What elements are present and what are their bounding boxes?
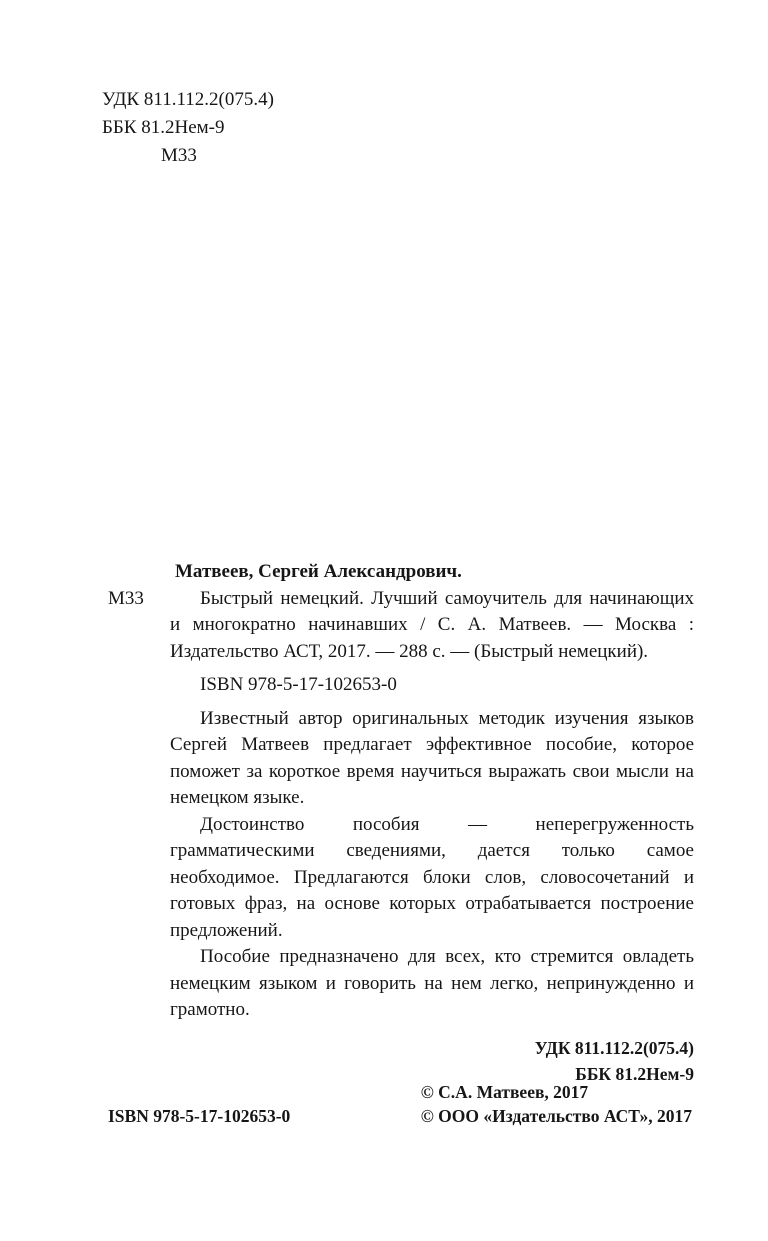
bibliographic-entry: Быстрый немецкий. Лучший самоучитель для начинающих и многократно начинавших / С. А. Матвеев. — Москва : Издательство АСТ, 2017. — 288 с. — (Быстрый немецкий). [170,587,694,662]
copyright-footer [108,1080,692,1128]
udk-code-right: УДК 811.112.2(075.4) [534,1037,694,1058]
copyright-lines [421,1080,692,1128]
isbn-line: ISBN 978-5-17-102653-0 [200,674,397,695]
author-heading: Матвеев, Сергей Александрович. [175,561,462,582]
udk-code: УДК 811.112.2(075.4) [102,89,274,110]
classification-block [102,86,274,170]
copyright-publisher-line: © ООО «Издательство АСТ», 2017 [420,1106,692,1126]
classification-right-block [108,1035,694,1087]
annotation-paragraph-3: Пособие предназначено для всех, кто стремится овладеть немецким языком и говорить на нем легко, непринужденно и грамотно. [170,946,694,1020]
catalog-card [108,559,694,1087]
author-sign-code: М33 [161,145,197,166]
bbk-code-right: ББК 81.2Нем-9 [575,1063,694,1084]
bibliographic-row [108,586,694,666]
annotation-paragraph-1: Известный автор оригинальных методик изучения языков Сергей Матвеев предлагает эффективное пособие, которое поможет за короткое время научиться выражать свои мысли на немецком языке. [170,707,694,808]
annotation-paragraph-2: Достоинство пособия — неперегруженность грамматическими сведениями, дается только самое необходимое. Предлагаются блоки слов, словосочетаний и готовых фраз, на основе которых отрабатывается построение предложений. [170,813,694,941]
copyright-author-line: © С.А. Матвеев, 2017 [420,1082,589,1102]
bbk-code: ББК 81.2Нем-9 [102,117,225,138]
footer-isbn: ISBN 978-5-17-102653-0 [108,1106,291,1126]
margin-author-sign: М33 [108,587,144,609]
